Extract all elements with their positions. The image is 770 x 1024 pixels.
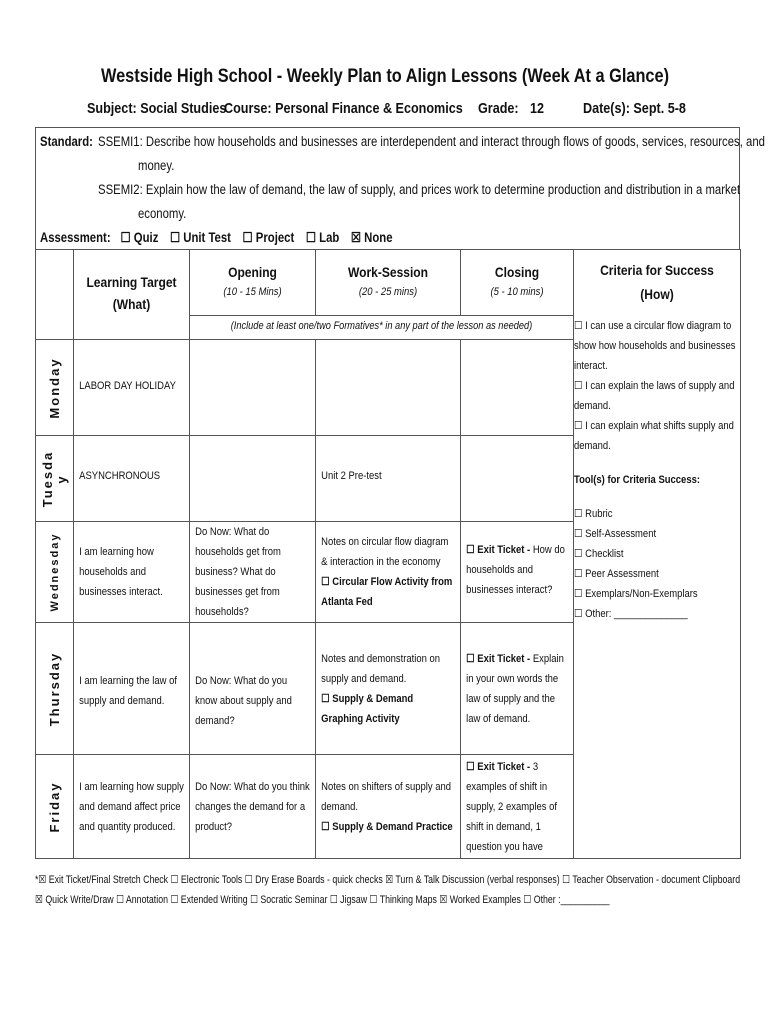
assessment-quiz[interactable]: ☐ Quiz (120, 230, 159, 245)
opening-cell (190, 340, 316, 436)
closing-cell (461, 436, 574, 522)
target-cell: I am learning how households and businesses interact. (79, 546, 163, 598)
target-cell: ASYNCHRONOUS (79, 470, 161, 482)
work-session-header: Work-Session (20 - 25 mins) (316, 250, 461, 316)
standard-ssemi2: SSEMI2: Explain how the law of demand, the law of supply, and prices work to determine production and distribution in a market (98, 182, 741, 197)
learning-target-header: Learning Target (What) (74, 250, 190, 340)
tool-other[interactable]: ☐ Other: ______________ (574, 607, 688, 620)
closing-cell: ☐ Exit Ticket - How do households and businesses interact? (466, 544, 565, 596)
tool-exemplars[interactable]: ☐ Exemplars/Non-Exemplars (574, 587, 698, 600)
standard-ssemi1: SSEMI1: Describe how households and businesses are interdependent and interact through flows of goods, services, resources, and (98, 134, 765, 149)
work-cell: Notes on shifters of supply and demand. ☐ Supply & Demand Practice (316, 755, 460, 837)
exit-ticket-checkbox[interactable]: ☐ Exit Ticket - (466, 653, 531, 665)
work-cell: Notes and demonstration on supply and demand. ☐ Supply & Demand Graphing Activity (316, 623, 460, 729)
activity-checkbox[interactable]: ☐ Supply & Demand Graphing Activity (321, 693, 414, 725)
assessment-row (40, 230, 393, 246)
day-label: Friday (36, 755, 74, 859)
day-label: Wednesday (36, 522, 74, 623)
criteria-item[interactable]: ☐ I can use a circular flow diagram to show how households and businesses interact. (574, 319, 736, 372)
assessment-unit-test[interactable]: ☐ Unit Test (169, 230, 231, 245)
tool-self-assessment[interactable]: ☐ Self-Assessment (574, 527, 657, 540)
opening-cell: Do Now: What do you think changes the demand for a product? (195, 781, 310, 833)
criteria-item[interactable]: ☐ I can explain the laws of supply and demand. (574, 379, 735, 412)
closing-cell: ☐ Exit Ticket - 3 examples of shift in supply, 2 examples of shift in demand, 1 question you have (466, 761, 557, 853)
tool-peer-assessment[interactable]: ☐ Peer Assessment (574, 567, 659, 580)
opening-cell: Do Now: What do you know about supply and demand? (195, 675, 292, 727)
exit-ticket-checkbox[interactable]: ☐ Exit Ticket - (466, 544, 531, 556)
standard-box (35, 127, 765, 249)
work-cell: Unit 2 Pre-test (321, 470, 382, 482)
day-label: Monday (36, 340, 74, 436)
closing-cell: ☐ Exit Ticket - Explain in your own words the law of supply and the law of demand. (466, 653, 564, 725)
work-cell: Notes on circular flow diagram & interaction in the economy ☐ Circular Flow Activity from Atlanta Fed (316, 522, 460, 612)
standard-label: Standard: (40, 134, 93, 149)
formatives-line-2: ☒ Quick Write/Draw ☐ Annotation ☐ Extended Writing ☐ Socratic Seminar ☐ Jigsaw ☐ Thinking Maps ☒ Worked Examples ☐ Other :__________ (35, 894, 610, 906)
tool-rubric[interactable]: ☐ Rubric (574, 507, 613, 520)
exit-ticket-checkbox[interactable]: ☐ Exit Ticket - (466, 761, 531, 773)
weekly-plan-table (35, 249, 741, 859)
work-cell (316, 340, 461, 436)
page-title: Westside High School - Weekly Plan to Align Lessons (Week At a Glance) (100, 66, 670, 87)
formatives-footer (35, 870, 755, 910)
standard-ssemi1-cont: money. (138, 158, 175, 173)
opening-header: Opening (10 - 15 Mins) (190, 250, 316, 316)
subject-label: Subject: Social Studies (87, 100, 227, 117)
tool-checklist[interactable]: ☐ Checklist (574, 547, 624, 560)
target-cell: LABOR DAY HOLIDAY (79, 380, 176, 392)
activity-checkbox[interactable]: ☐ Circular Flow Activity from Atlanta Fed (321, 576, 453, 608)
formatives-line-1: *☒ Exit Ticket/Final Stretch Check ☐ Electronic Tools ☐ Dry Erase Boards - quick checks ☒ Turn & Talk Discussion (verbal responses) ☐ Teacher Observation - document Clipboard (35, 874, 741, 886)
closing-header: Closing (5 - 10 mins) (461, 250, 574, 316)
corner-cell (36, 250, 74, 340)
day-label: Thursday (36, 623, 74, 755)
grade-label: Grade: (478, 100, 519, 117)
criteria-cell (574, 316, 741, 859)
course-label: Course: Personal Finance & Economics (224, 100, 463, 117)
formatives-note: (Include at least one/two Formatives* in any part of the lesson as needed) (190, 316, 574, 340)
assessment-none[interactable]: ☒ None (350, 230, 393, 245)
criteria-item[interactable]: ☐ I can explain what shifts supply and demand. (574, 419, 734, 452)
assessment-project[interactable]: ☐ Project (242, 230, 295, 245)
closing-cell (461, 340, 574, 436)
header-info (0, 100, 770, 124)
assessment-lab[interactable]: ☐ Lab (305, 230, 340, 245)
grade-value: 12 (530, 100, 545, 117)
target-cell: I am learning how supply and demand affect price and quantity produced. (79, 781, 184, 833)
assessment-label: Assessment: (40, 230, 111, 245)
standard-ssemi2-cont: economy. (138, 206, 187, 221)
target-cell: I am learning the law of supply and demand. (79, 675, 177, 707)
activity-checkbox[interactable]: ☐ Supply & Demand Practice (321, 821, 453, 833)
criteria-header: Criteria for Success (How) (574, 250, 741, 316)
day-label: Tuesda y (36, 436, 74, 522)
dates-label: Date(s): Sept. 5-8 (583, 100, 686, 117)
opening-cell (190, 436, 316, 522)
tools-label: Tool(s) for Criteria Success: (574, 473, 700, 486)
opening-cell: Do Now: What do households get from business? What do businesses get from households? (195, 526, 281, 618)
